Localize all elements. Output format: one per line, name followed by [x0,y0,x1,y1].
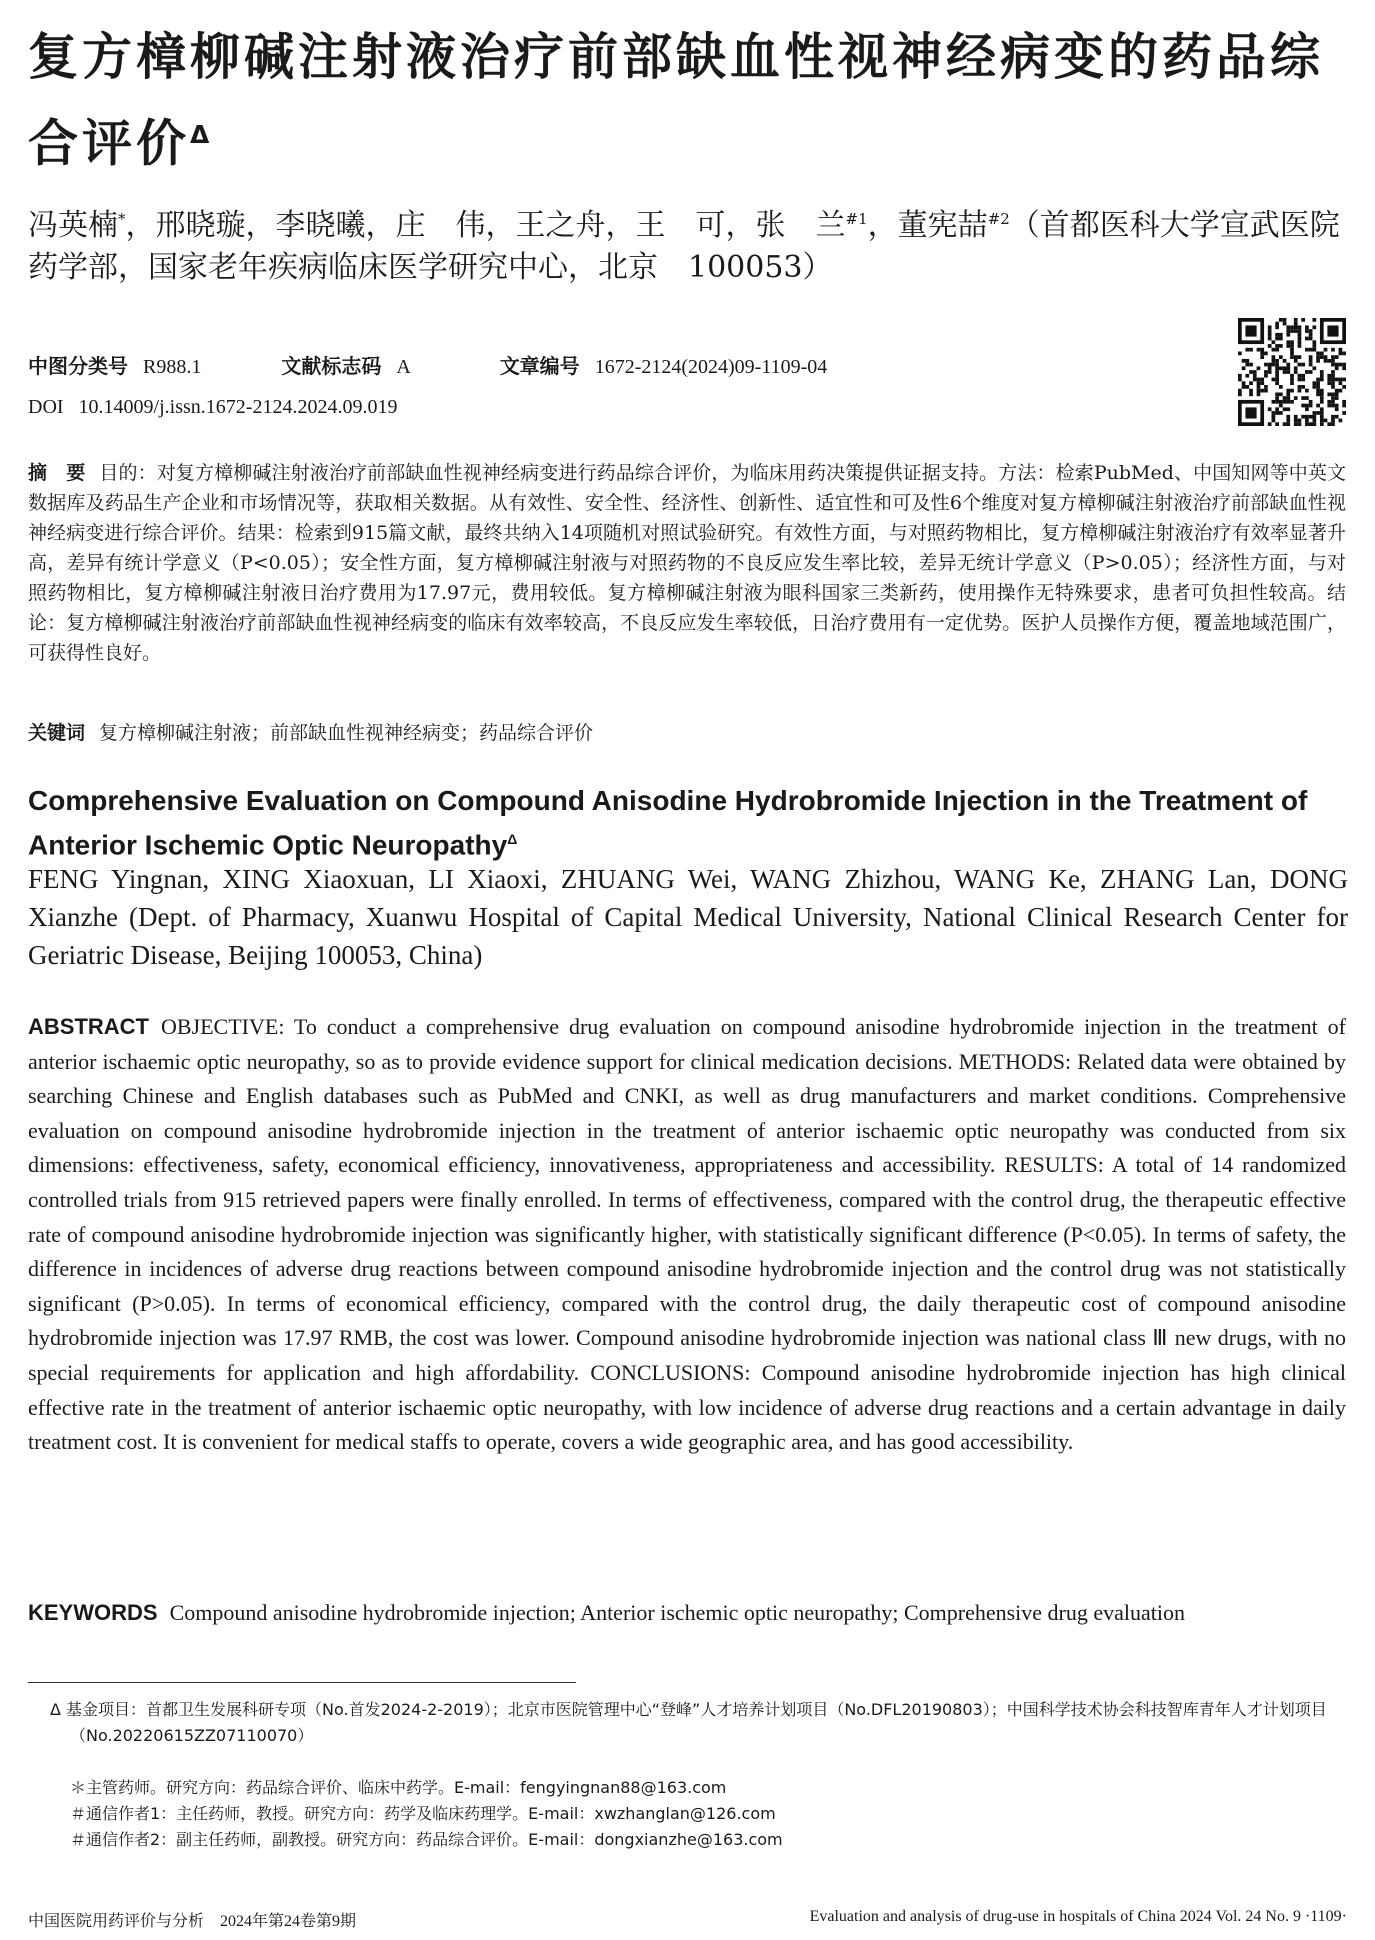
keywords-cn [28,718,1346,748]
footnote-corresponding-2: ＃通信作者2：副主任药师，副教授。研究方向：药品综合评价。E-mail：dongxianzhe@163.com [70,1830,783,1849]
abstract-cn [28,458,1346,668]
fund-mark: Δ [190,120,214,149]
footer-journal-en: Evaluation and analysis of drug-use in hospitals of China 2024 Vol. 24 No. 9 ·1109· [809,1908,1347,1925]
author-text: ，邢晓璇，李晓曦，庄 伟，王之舟，王 可，张 兰 [125,208,846,243]
footnote-first-author: ＊主管药师。研究方向：药品综合评价、临床中药学。E-mail：fengyingnan88@163.com [70,1778,727,1797]
author-mark: * [118,210,126,228]
author-mark: #1 [845,210,868,228]
article-metadata [28,346,827,427]
author-mark: #2 [987,210,1010,228]
keywords-en [28,1596,1346,1630]
keywords-en-label: KEYWORDS [28,1600,158,1625]
keywords-cn-label: 关键词 [28,722,86,744]
qr-code-icon[interactable] [1238,318,1346,426]
fund-mark-en: Δ [507,831,518,847]
abstract-en-text: OBJECTIVE: To conduct a comprehensive drug evaluation on compound anisodine hydrobromide injection in the treatment of anterior ischaemic optic neuropathy, so as to provide evidence support for clinical medication decisions. METHODS: Related data were obtained by searching Chinese and English databases such as PubMed and CNKI, as well as drug manufacturers and market conditions. Comprehensive evaluation on compound anisodine hydrobromide injection in the treatment of anterior ischaemic optic neuropathy was conducted from six dimensions: effectiveness, safety, economical efficiency, innovativeness, appropriateness and accessibility. RESULTS: A total of 14 randomized controlled trials from 915 retrieved papers were finally enrolled. In terms of effectiveness, compared with the control drug, the therapeutic effective rate of compound anisodine hydrobromide injection was significantly higher, with statistically significant difference (P<0.05). In terms of safety, the difference in incidences of adverse drug reactions between compound anisodine hydrobromide injection and the control drug was not statistically significant (P>0.05). In terms of economical efficiency, compared with the control drug, the daily therapeutic cost of compound anisodine hydrobromide injection was 17.97 RMB, the cost was lower. Compound anisodine hydrobromide injection was national class Ⅲ new drugs, with no special requirements for application and high affordability. CONCLUSIONS: Compound anisodine hydrobromide injection has high clinical effective rate in the treatment of anterior ischaemic optic neuropathy, with low incidence of adverse drug reactions and a certain advantage in daily treatment cost. It is convenient for medical staffs to operate, covers a wide geographic area, and has good accessibility. [28,1014,1346,1455]
keywords-en-text: Compound anisodine hydrobromide injection; Anterior ischemic optic neuropathy; Comprehensive drug evaluation [169,1600,1186,1625]
authors-en: FENG Yingnan, XING Xiaoxuan, LI Xiaoxi, ZHUANG Wei, WANG Zhizhou, WANG Ke, ZHANG Lan, DONG Xianzhe (Dept. of Pharmacy, Xuanwu Hospital of Capital Medical University, National Clinical Research Center for Geriatric Disease, Beijing 100053, China) [28,864,1348,970]
title-cn: 复方樟柳碱注射液治疗前部缺血性视神经病变的药品综合评价$^\Delta$ [28,28,1324,173]
footer-journal-cn: 中国医院用药评价与分析 2024年第24卷第9期 [28,1913,357,1930]
author-text: 冯英楠 [28,208,118,243]
footnote-fund: Δ 基金项目：首都卫生发展科研专项（No.首发2024-2-2019）；北京市医院管理中心“登峰”人才培养计划项目（No.DFL20190803）；中国科学技术协会科技智库青年人才计划项目（No.20220615ZZ07110070） [50,1700,1327,1745]
footnote-corresponding-1: ＃通信作者1：主任药师，教授。研究方向：药学及临床药理学。E-mail：xwzhanglan@126.com [70,1804,776,1823]
footnote-divider [28,1682,576,1683]
article-number: 1672-2124(2024)09-1109-04 [594,356,828,378]
meta-line-2: DOI 10.14009/j.issn.1672-2124.2024.09.019 [28,396,398,418]
authors-cn [28,198,1348,289]
doi[interactable]: 10.14009/j.issn.1672-2124.2024.09.019 [78,396,398,418]
abstract-en [28,1010,1346,1460]
author-text: ，董宪喆 [867,208,988,243]
author-text: （首都医科大学宣武医院药学部，国家老年疾病临床医学研究中心，北京 100053） [28,208,1340,285]
abstract-cn-text: 目的：对复方樟柳碱注射液治疗前部缺血性视神经病变进行药品综合评价，为临床用药决策提供证据支持。方法：检索PubMed、中国知网等中英文数据库及药品生产企业和市场情况等，获取相关数据。从有效性、安全性、经济性、创新性、适宜性和可及性6个维度对复方樟柳碱注射液治疗前部缺血性视神经病变进行综合评价。结果：检索到915篇文献，最终共纳入14项随机对照试验研究。有效性方面，与对照药物相比，复方樟柳碱注射液治疗有效率显著升高，差异有统计学意义（P<0.05）；安全性方面，复方樟柳碱注射液与对照药物的不良反应发生率比较，差异无统计学意义（P>0.05）；经济性方面，与对照药物相比，复方樟柳碱注射液日治疗费用为17.97元，费用较低。复方樟柳碱注射液为眼科国家三类新药，使用操作无特殊要求，患者可负担性较高。结论：复方樟柳碱注射液治疗前部缺血性视神经病变的临床有效率较高，不良反应发生率较低，日治疗费用有一定优势。医护人员操作方便，覆盖地域范围广，可获得性良好。 [28,462,1346,664]
abstract-cn-label: 摘 要 [28,462,86,484]
document-code: A [396,356,410,378]
title-en: Comprehensive Evaluation on Compound Anisodine Hydrobromide Injection in the Treatment of Anterior Ischemic Optic Neuropathy$^\Delta$ [28,785,1308,861]
abstract-en-label: ABSTRACT [28,1014,149,1039]
meta-line-1: 中图分类号 R988.1 文献标志码 A 文章编号 1672-2124(2024)09-1109-04 [28,354,828,378]
keywords-cn-text: 复方樟柳碱注射液；前部缺血性视神经病变；药品综合评价 [99,722,594,744]
clc-number: R988.1 [143,356,202,378]
